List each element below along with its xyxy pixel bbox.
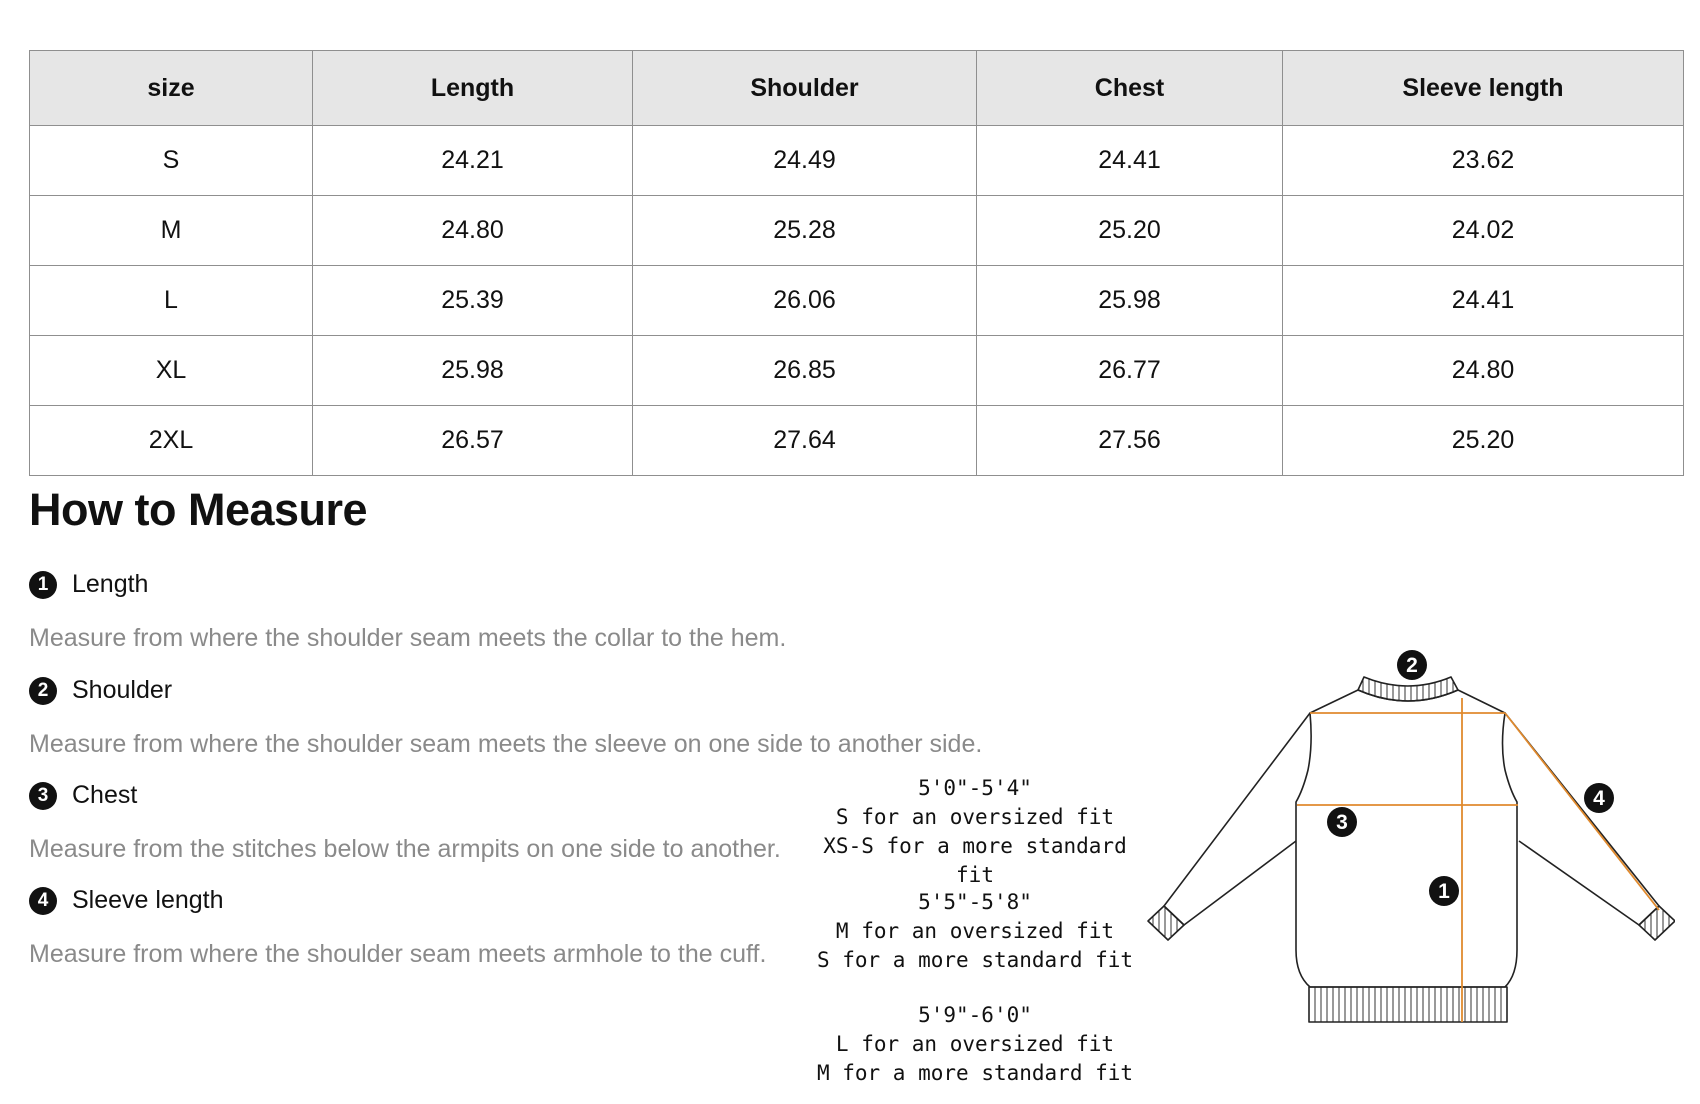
measure-label: Chest xyxy=(72,781,138,809)
fit-guide-block xyxy=(800,1001,1150,1088)
fit-oversized: S for an oversized fit xyxy=(835,805,1115,829)
cell-chest: 27.56 xyxy=(977,406,1283,476)
marker-2-icon: 2 xyxy=(1406,654,1418,677)
cell-chest: 24.41 xyxy=(977,126,1283,196)
cell-size: 2XL xyxy=(30,406,313,476)
header-chest: Chest xyxy=(977,51,1283,126)
cell-length: 24.21 xyxy=(313,126,633,196)
fit-guide-block xyxy=(800,888,1150,975)
marker-3-icon: 3 xyxy=(1336,811,1348,834)
cell-size: L xyxy=(30,266,313,336)
measure-label: Sleeve length xyxy=(72,886,224,914)
header-length: Length xyxy=(313,51,633,126)
table-row xyxy=(30,266,1684,336)
cell-sleeve-length: 23.62 xyxy=(1283,126,1684,196)
cell-chest: 25.98 xyxy=(977,266,1283,336)
measure-description: Measure from where the shoulder seam meets the collar to the hem. xyxy=(29,624,787,652)
right-sleeve-icon xyxy=(1505,713,1659,925)
header-size: size xyxy=(30,51,313,126)
cell-shoulder: 26.85 xyxy=(633,336,977,406)
cell-length: 25.39 xyxy=(313,266,633,336)
cell-length: 26.57 xyxy=(313,406,633,476)
cell-chest: 26.77 xyxy=(977,336,1283,406)
fit-height-range: 5'0"-5'4" xyxy=(918,776,1032,800)
number-1-icon: 1 xyxy=(29,571,57,599)
table-header-row xyxy=(30,51,1684,126)
measure-item-sleeve-length xyxy=(29,886,224,915)
header-sleeve-length: Sleeve length xyxy=(1283,51,1684,126)
cell-sleeve-length: 24.41 xyxy=(1283,266,1684,336)
fit-standard: S for a more standard fit xyxy=(816,948,1134,972)
sweater-diagram xyxy=(1135,640,1675,1030)
cell-size: M xyxy=(30,196,313,266)
measure-description: Measure from where the shoulder seam meets armhole to the cuff. xyxy=(29,940,767,968)
size-chart-table xyxy=(29,50,1684,476)
marker-4-icon: 4 xyxy=(1593,787,1605,810)
cell-sleeve-length: 25.20 xyxy=(1283,406,1684,476)
measure-description: Measure from where the shoulder seam meets the sleeve on one side to another side. xyxy=(29,730,983,758)
measure-item-shoulder xyxy=(29,676,172,705)
number-2-icon: 2 xyxy=(29,677,57,705)
how-to-measure-title: How to Measure xyxy=(29,484,368,535)
fit-height-range: 5'9"-6'0" xyxy=(918,1003,1032,1027)
table-row xyxy=(30,336,1684,406)
measure-item-length xyxy=(29,570,148,599)
cell-sleeve-length: 24.80 xyxy=(1283,336,1684,406)
fit-height-range: 5'5"-5'8" xyxy=(918,890,1032,914)
marker-1-icon: 1 xyxy=(1438,880,1450,903)
measure-label: Shoulder xyxy=(72,676,173,704)
fit-standard: M for a more standard fit xyxy=(816,1061,1134,1085)
hem-rib-icon xyxy=(1309,987,1507,1022)
cell-size: XL xyxy=(30,336,313,406)
number-4-icon: 4 xyxy=(29,887,57,915)
measure-label: Length xyxy=(72,570,149,598)
cell-length: 25.98 xyxy=(313,336,633,406)
measure-description: Measure from the stitches below the armpits on one side to another. xyxy=(29,835,781,863)
measure-item-chest xyxy=(29,781,137,810)
sweater-body-icon xyxy=(1296,690,1517,987)
fit-standard: XS-S for a more standard fit xyxy=(823,834,1127,887)
cell-size: S xyxy=(30,126,313,196)
cell-shoulder: 27.64 xyxy=(633,406,977,476)
left-sleeve-icon xyxy=(1164,713,1310,925)
cell-sleeve-length: 24.02 xyxy=(1283,196,1684,266)
cell-shoulder: 24.49 xyxy=(633,126,977,196)
cell-chest: 25.20 xyxy=(977,196,1283,266)
fit-guide-block xyxy=(800,774,1150,890)
table-row xyxy=(30,196,1684,266)
table-row xyxy=(30,406,1684,476)
cell-shoulder: 26.06 xyxy=(633,266,977,336)
fit-oversized: M for an oversized fit xyxy=(835,919,1115,943)
cell-shoulder: 25.28 xyxy=(633,196,977,266)
number-3-icon: 3 xyxy=(29,782,57,810)
fit-oversized: L for an oversized fit xyxy=(835,1032,1115,1056)
table-row xyxy=(30,126,1684,196)
cell-length: 24.80 xyxy=(313,196,633,266)
header-shoulder: Shoulder xyxy=(633,51,977,126)
